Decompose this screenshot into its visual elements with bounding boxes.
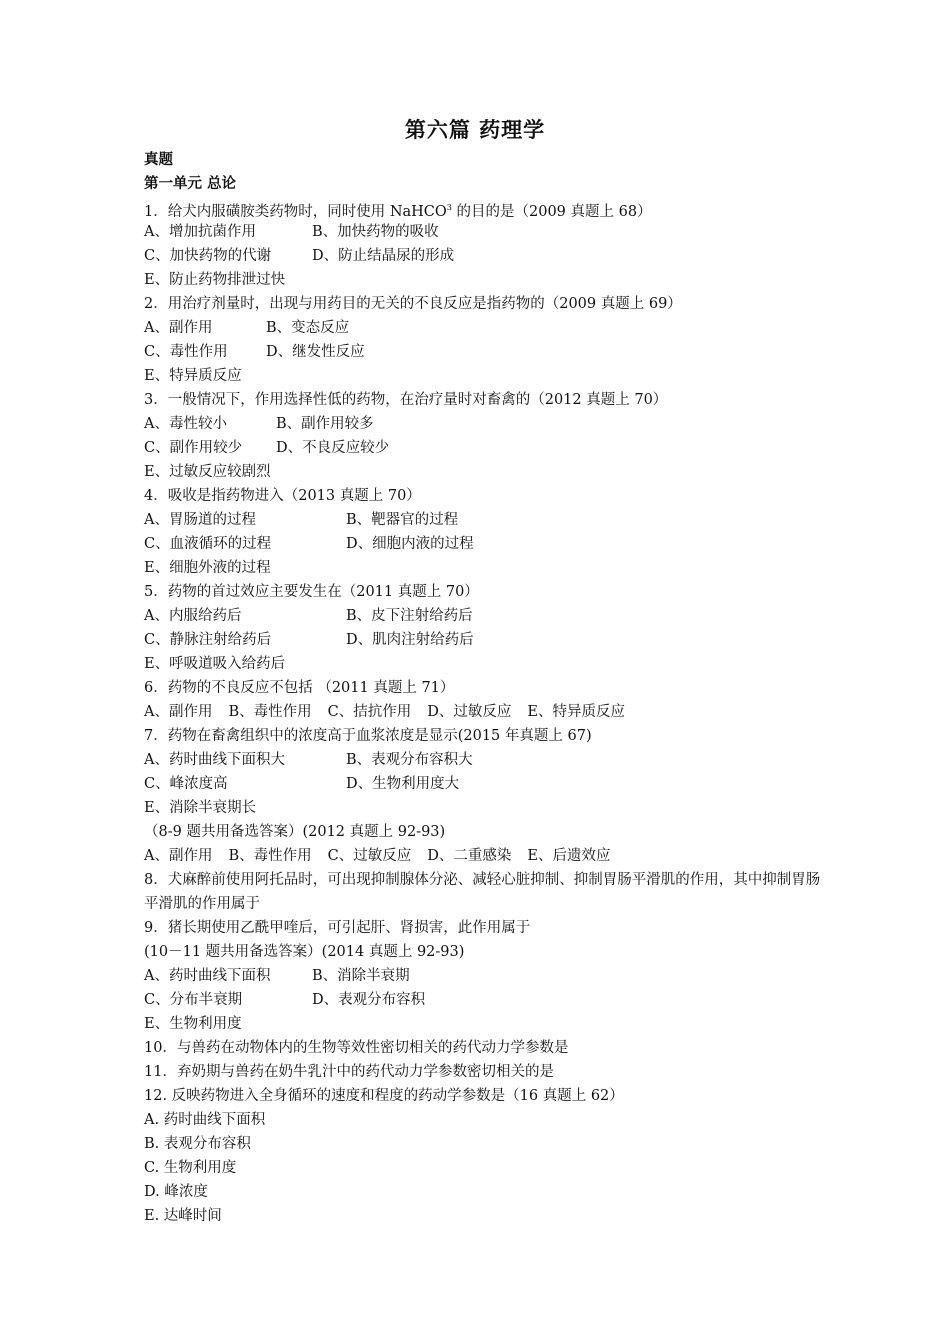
option-e: E. 达峰时间	[144, 1208, 222, 1224]
question-1-options-cd	[144, 244, 824, 268]
option-a: A、副作用	[144, 704, 213, 720]
question-2-options-cd	[144, 340, 824, 364]
group-8-9-options	[144, 844, 824, 868]
option-b: B、副作用较多	[276, 416, 374, 432]
question-5: 5．药物的首过效应主要发生在（2011 真题上 70）	[144, 584, 479, 600]
option-d: D、二重感染	[427, 848, 512, 864]
option-a: A、副作用	[144, 848, 213, 864]
option-c: C. 生物利用度	[144, 1160, 237, 1176]
option-c: C、分布半衰期	[144, 992, 243, 1008]
question-1-options-ab	[144, 220, 824, 244]
question-7-options-ab	[144, 748, 824, 772]
option-e: E、消除半衰期长	[144, 800, 257, 816]
option-c: C、毒性作用	[144, 344, 228, 360]
question-10: 10．与兽药在动物体内的生物等效性密切相关的药代动力学参数是	[144, 1040, 569, 1056]
option-e: E、过敏反应较剧烈	[144, 464, 271, 480]
question-7: 7．药物在畜禽组织中的浓度高于血浆浓度是显示(2015 年真题上 67)	[144, 728, 592, 744]
question-2: 2．用治疗剂量时，出现与用药目的无关的不良反应是指药物的（2009 真题上 69）	[144, 296, 682, 312]
option-b: B、毒性作用	[228, 848, 312, 864]
question-6: 6．药物的不良反应不包括 （2011 真题上 71）	[144, 680, 455, 696]
option-a: A. 药时曲线下面积	[144, 1112, 266, 1128]
option-b: B、加快药物的吸收	[312, 224, 439, 240]
question-3-options-ab	[144, 412, 824, 436]
question-2-options-ab	[144, 316, 824, 340]
option-c: C、拮抗作用	[327, 704, 412, 720]
option-b: B、皮下注射给药后	[346, 608, 473, 624]
option-e: E、生物利用度	[144, 1016, 242, 1032]
page-title: 第六篇 药理学	[404, 118, 546, 142]
option-b: B、毒性作用	[228, 704, 312, 720]
option-b: B、靶器官的过程	[346, 512, 459, 528]
option-e: E、呼吸道吸入给药后	[144, 656, 286, 672]
question-6-options	[144, 700, 824, 724]
option-e: E、特异质反应	[527, 704, 625, 720]
unit-heading: 第一单元 总论	[144, 176, 237, 192]
question-4-options-cd	[144, 532, 824, 556]
question-1-subscript: 3	[446, 203, 452, 212]
question-8: 8．犬麻醉前使用阿托品时，可出现抑制腺体分泌、减轻心脏抑制、抑制胃肠平滑肌的作用，其中抑制胃肠平滑肌的作用属于	[144, 872, 821, 912]
option-c: C、峰浓度高	[144, 776, 228, 792]
option-b: B、表观分布容积大	[346, 752, 473, 768]
question-4: 4．吸收是指药物进入（2013 真题上 70）	[144, 488, 421, 504]
option-c: C、静脉注射给药后	[144, 632, 272, 648]
option-a: A、药时曲线下面积	[144, 968, 271, 984]
option-c: C、过敏反应	[327, 848, 412, 864]
question-1	[144, 196, 824, 220]
option-d: D、过敏反应	[427, 704, 512, 720]
group-8-9-header: （8-9 题共用备选答案）(2012 真题上 92-93)	[144, 824, 446, 840]
question-4-options-ab	[144, 508, 824, 532]
group-10-11-options-cd	[144, 988, 824, 1012]
option-a: A、增加抗菌作用	[144, 224, 256, 240]
document-body	[144, 148, 824, 1228]
option-d: D、表观分布容积	[312, 992, 426, 1008]
group-10-11-header: (10－11 题共用备选答案）(2014 真题上 92-93)	[144, 944, 465, 960]
option-d: D、防止结晶尿的形成	[312, 248, 455, 264]
section-heading: 真题	[144, 152, 173, 168]
option-d: D. 峰浓度	[144, 1184, 208, 1200]
option-a: A、内服给药后	[144, 608, 242, 624]
option-d: D、不良反应较少	[276, 440, 390, 456]
question-5-options-ab	[144, 604, 824, 628]
question-1-text-a: 1．给犬内服磺胺类药物时，同时使用 NaHCO	[144, 204, 447, 220]
option-e: E、细胞外液的过程	[144, 560, 271, 576]
option-e: E、后遗效应	[527, 848, 611, 864]
option-d: D、生物利用度大	[346, 776, 460, 792]
option-a: A、毒性较小	[144, 416, 227, 432]
option-b: B、消除半衰期	[312, 968, 410, 984]
option-c: C、副作用较少	[144, 440, 243, 456]
option-c: C、血液循环的过程	[144, 536, 272, 552]
option-c: C、加快药物的代谢	[144, 248, 272, 264]
question-11: 11．弃奶期与兽药在奶牛乳汁中的药代动力学参数密切相关的是	[144, 1064, 554, 1080]
option-a: A、副作用	[144, 320, 213, 336]
option-b: B、变态反应	[266, 320, 350, 336]
option-d: D、继发性反应	[266, 344, 365, 360]
option-e: E、特异质反应	[144, 368, 242, 384]
option-a: A、药时曲线下面积大	[144, 752, 285, 768]
option-d: D、细胞内液的过程	[346, 536, 474, 552]
question-7-options-cd	[144, 772, 824, 796]
question-3: 3．一般情况下，作用选择性低的药物，在治疗量时对畜禽的（2012 真题上 70）	[144, 392, 668, 408]
question-1-text-b: 的目的是（2009 真题上 68）	[451, 204, 652, 220]
group-10-11-options-ab	[144, 964, 824, 988]
question-9: 9．猪长期使用乙酰甲喹后，可引起肝、肾损害，此作用属于	[144, 920, 531, 936]
option-b: B. 表观分布容积	[144, 1136, 251, 1152]
question-3-options-cd	[144, 436, 824, 460]
option-d: D、肌肉注射给药后	[346, 632, 474, 648]
option-a: A、胃肠道的过程	[144, 512, 256, 528]
option-e: E、防止药物排泄过快	[144, 272, 286, 288]
question-12: 12. 反映药物进入全身循环的速度和程度的药动学参数是（16 真题上 62）	[144, 1088, 624, 1104]
question-5-options-cd	[144, 628, 824, 652]
